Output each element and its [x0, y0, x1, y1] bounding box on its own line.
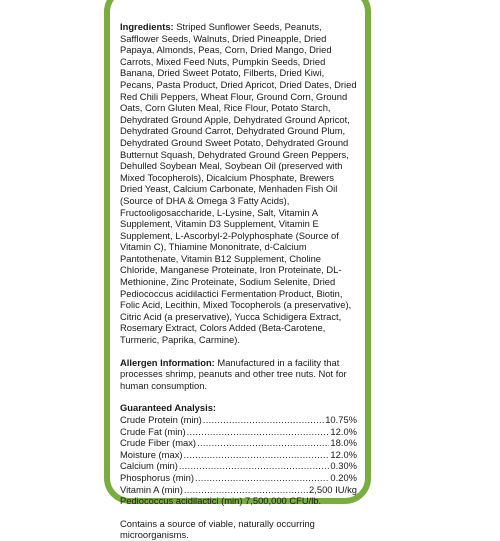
analysis-row-name: Crude Fiber (max) — [120, 437, 197, 449]
leader-dots — [184, 449, 330, 461]
analysis-row-value: 2,500 IU/kg — [309, 483, 357, 495]
analysis-table — [120, 414, 357, 507]
allergen-text: Manufactured in a facility that processes shrimp, peanuts and other tree nuts. Not for human consumption. — [120, 356, 347, 391]
spacer — [120, 346, 357, 357]
analysis-row-value: 10.75% — [325, 414, 357, 425]
analysis-row-name: Calcium (min) — [120, 460, 178, 472]
analysis-row-value: 0.20% — [330, 471, 357, 483]
analysis-row-value: 12.0% — [330, 448, 357, 460]
analysis-row-name: Phosphorus (min) — [120, 471, 194, 483]
analysis-row-calcium — [120, 460, 357, 472]
spacer — [120, 507, 357, 518]
ingredients-text: Striped Sunflower Seeds, Peanuts, Safflower Seeds, Walnuts, Dried Pineapple, Dried Papaya, Almonds, Peas, Corn, Dried Mango, Dried Carrots, Mixed Feed Nuts, Pumpkin Seeds, Dried Banana, Dried Sweet Potato, Filberts, Dried Kiwi, Pecans, Pasta Product, Dried Apricot, Dried Dates, Dried Red Chili Peppers, Wheat Flour, Ground Corn, Ground Oats, Corn Gluten Meal, Rice Flour, Potato Starch, Dehydrated Ground Apple, Dehydrated Ground Apricot, Dehydrated Ground Carrot, Dehydrated Ground Plum, Dehydrated Ground Sweet Potato, Dehydrated Ground Butternut Squash, Dehydrated Ground Green Peppers, Dehulled Soybean Meal, Soybean Oil (preserved with Mixed Tocopherols), Dicalcium Phosphate, Brewers Dried Yeast, Calcium Carbonate, Menhaden Fish Oil (Source of DHA & Omega 3 Fatty Acids), Fructooligosaccharide, L-Lysine, Salt, Vitamin A Supplement, Vitamin D3 Supplement, Vitamin E Supplement, L-Ascorbyl-2-Polyphosphate (Source of Vitamin C), Thiamine Mononitrate, d-Calcium Pantothenate, Vitamin B12 Supplement, Choline Chloride, Manganese Proteinate, Iron Proteinate, DL-Methionine, Zinc Proteinate, Sodium Selenite, Dried Pediococcus acidilactici Fermentation Product, Biotin, Folic Acid, Lecithin, Mixed Tocopherols (a preservative), Citric Acid (a preservative), Yucca Schidigera Extract, Rosemary Extract, Colors Added (Beta-Carotene, Turmeric, Paprika, Carmine). — [120, 21, 357, 346]
spacer — [120, 391, 357, 402]
leader-dots — [197, 437, 329, 449]
label-content — [120, 21, 357, 541]
analysis-row-fat — [120, 426, 357, 438]
analysis-row-value: 18.0% — [330, 437, 357, 449]
ingredients-heading: Ingredients: — [120, 21, 174, 32]
analysis-row-protein — [120, 414, 357, 426]
ingredients-paragraph — [120, 21, 357, 346]
analysis-row-name: Crude Fat (min) — [120, 425, 186, 437]
footer-text: Contains a source of viable, naturally occurring microorganisms. — [120, 517, 315, 541]
analysis-row-name: Moisture (max) — [120, 448, 183, 460]
analysis-row-name: Crude Protein (min) — [120, 414, 202, 425]
leader-dots — [179, 460, 330, 472]
analysis-row-phosphorus — [120, 472, 357, 484]
analysis-row-value: 0.30% — [330, 460, 357, 472]
analysis-row-name: Vitamin A (min) — [120, 483, 183, 495]
leader-dots — [195, 472, 329, 484]
pediococcus-text: Pediococcus acidilactici (min) 7,500,000 CFU/lb. — [120, 495, 322, 507]
leader-dots — [184, 484, 308, 496]
leader-dots — [187, 426, 330, 438]
analysis-row-pediococcus — [120, 495, 357, 507]
analysis-row-value: 12.0% — [330, 425, 357, 437]
allergen-paragraph — [120, 357, 357, 392]
analysis-heading: Guaranteed Analysis: — [120, 402, 217, 414]
analysis-row-vitamin-a — [120, 484, 357, 496]
analysis-row-fiber — [120, 437, 357, 449]
leader-dots — [203, 414, 324, 426]
analysis-row-moisture — [120, 449, 357, 461]
allergen-heading: Allergen Information: — [120, 356, 215, 368]
